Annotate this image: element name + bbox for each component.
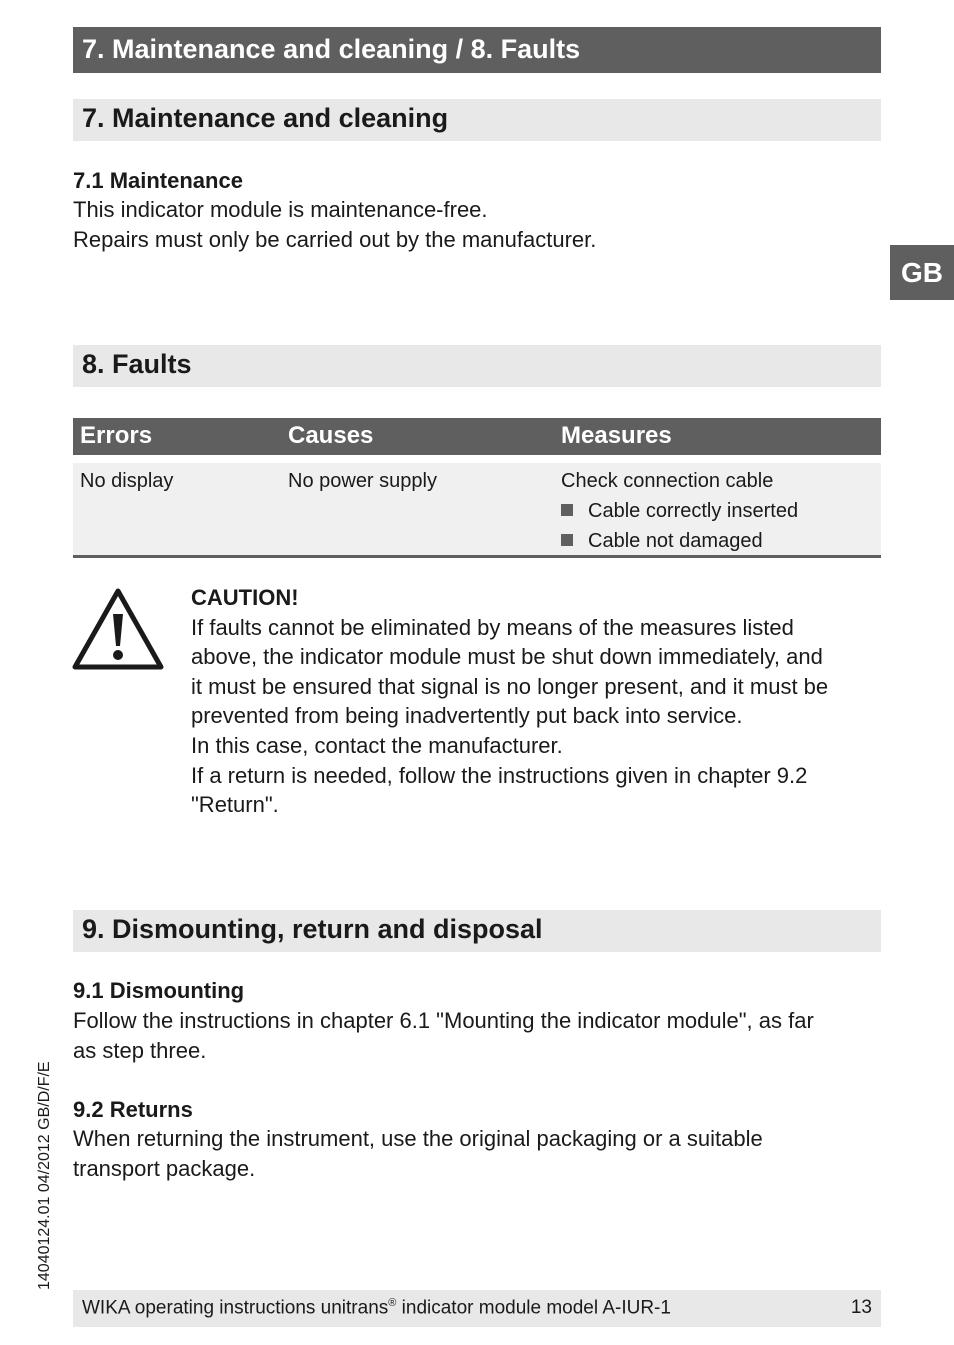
sub92-line: transport package. <box>73 1156 256 1181</box>
footer-text <box>82 1297 671 1319</box>
section7-title: 7. Maintenance and cleaning <box>82 103 449 133</box>
header-errors: Errors <box>80 422 153 449</box>
page-number: 13 <box>850 1297 872 1318</box>
caution-line: "Return". <box>191 792 279 818</box>
sub91-line: as step three. <box>73 1038 207 1063</box>
caution-line: prevented from being inadvertently put back into service. <box>191 703 743 729</box>
measure-bullet-item <box>561 496 798 526</box>
footer-text-before: WIKA operating instructions unitrans <box>82 1297 389 1319</box>
header-causes: Causes <box>288 422 374 449</box>
sub92-title: 9.2 Returns <box>73 1097 193 1122</box>
caution-title: CAUTION! <box>191 585 299 610</box>
section8-heading-bar <box>73 345 881 387</box>
table-row <box>73 463 881 558</box>
section9-heading-bar <box>73 910 881 952</box>
page-header-title: 7. Maintenance and cleaning / 8. Faults <box>82 34 581 64</box>
sub71-title: 7.1 Maintenance <box>73 168 243 193</box>
caution-line: In this case, contact the manufacturer. <box>191 732 563 758</box>
section8-title: 8. Faults <box>82 349 192 379</box>
cell-error: No display <box>80 470 174 492</box>
header-measures: Measures <box>561 422 672 449</box>
measure-bullet-item <box>561 526 798 556</box>
sub91-title: 9.1 Dismounting <box>73 978 245 1003</box>
caution-block <box>191 583 881 820</box>
sub91-line: Follow the instructions in chapter 6.1 "Mounting the indicator module", as far <box>73 1008 814 1033</box>
footer-text-after: indicator module model A-IUR-1 <box>396 1297 671 1319</box>
square-bullet-icon <box>561 534 573 546</box>
document-code: 14040124.01 04/2012 GB/D/F/E <box>36 1061 53 1290</box>
cell-measure <box>561 466 798 556</box>
page-footer <box>73 1290 881 1327</box>
registered-mark: ® <box>388 1297 397 1309</box>
caution-line: above, the indicator module must be shut down immediately, and <box>191 644 823 670</box>
section7-heading-bar <box>73 99 881 141</box>
measure-text: Check connection cable <box>561 470 774 492</box>
measure-bullet-text: Cable not damaged <box>588 530 763 552</box>
sub92-body <box>73 1124 881 1184</box>
language-tab: GB <box>890 245 954 300</box>
measure-bullet-text: Cable correctly inserted <box>588 500 799 522</box>
caution-line: If a return is needed, follow the instructions given in chapter 9.2 <box>191 762 808 788</box>
sub71-line: This indicator module is maintenance-free. <box>73 197 488 222</box>
sub71-body <box>73 195 881 255</box>
sub71-line: Repairs must only be carried out by the manufacturer. <box>73 227 597 252</box>
caution-line: If faults cannot be eliminated by means of the measures listed <box>191 614 794 640</box>
square-bullet-icon <box>561 504 573 516</box>
section9-title: 9. Dismounting, return and disposal <box>82 914 543 944</box>
sub92-line: When returning the instrument, use the original packaging or a suitable <box>73 1126 763 1151</box>
caution-line: it must be ensured that signal is no longer present, and it must be <box>191 673 829 699</box>
cell-cause: No power supply <box>288 470 437 492</box>
page-header-bar <box>73 27 881 73</box>
warning-triangle-icon <box>72 588 164 670</box>
faults-table-header <box>73 418 881 455</box>
sub91-body <box>73 1006 881 1066</box>
